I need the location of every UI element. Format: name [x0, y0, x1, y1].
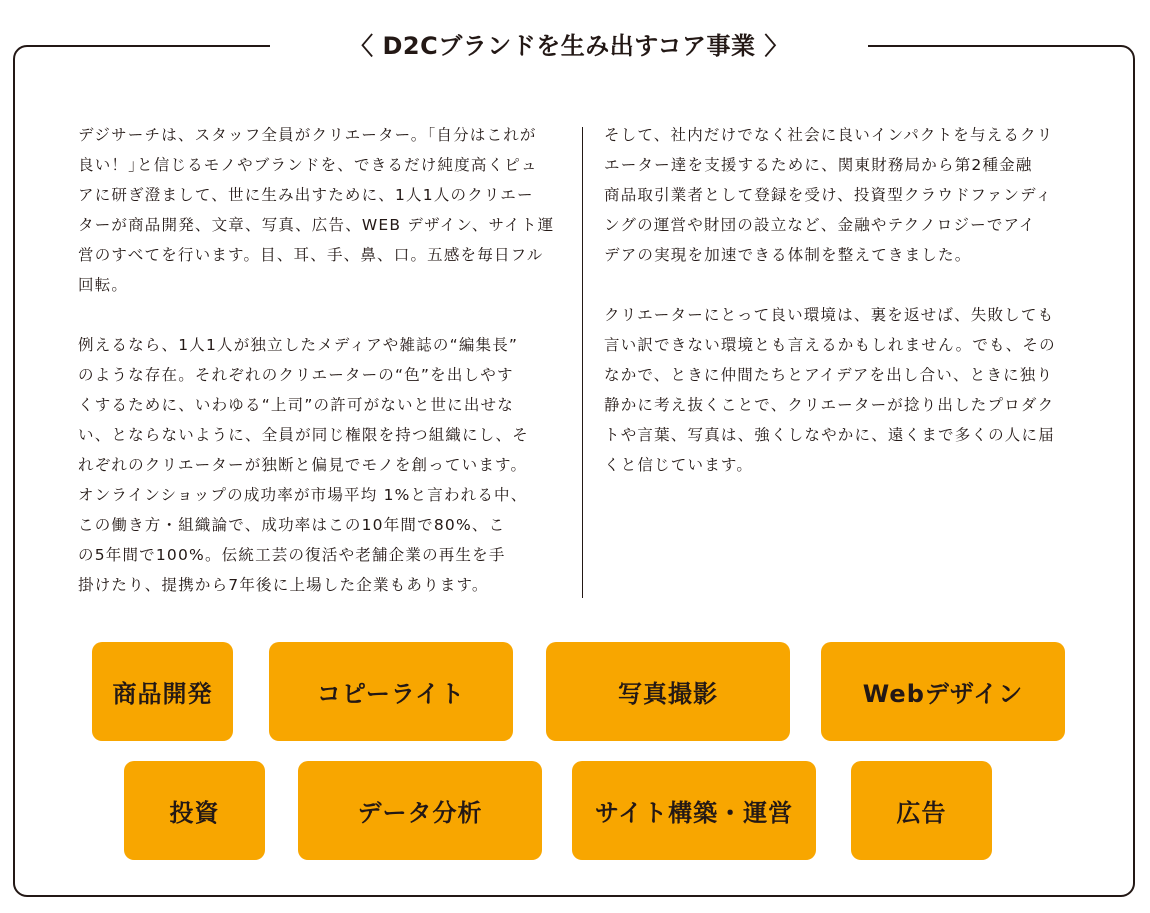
- left-paragraph-2: 例えるなら、1人1人が独立したメディアや雑誌の“編集長” のような存在。それぞれのクリエーターの“色”を出しやす くするために、いわゆる“上司”の許可がないと世に出せな い、とならないように、全員が同じ権限を持つ組織にし、そ れぞれのクリエーターが独断と偏見でモノを創っています。 オンラインショップの成功率が市場平均 1%と言われる中、 この働き方・組織論で、成功率はこの10年間で80%、こ の5年間で100%。伝統工芸の復活や老舗企業の再生を手 掛けたり、提携から7年後に上場した企業もあります。: [78, 336, 529, 594]
- tag-site-building: サイト構築・運営: [572, 761, 816, 860]
- left-text-column: [78, 120, 566, 600]
- tag-investment: 投資: [124, 761, 265, 860]
- right-paragraph-1: そして、社内だけでなく社会に良いインパクトを与えるクリ エーター達を支援するために、関東財務局から第2種金融 商品取引業者として登録を受け、投資型クラウドファンディ ングの運営や財団の設立など、金融やテクノロジーでアイ デアの実現を加速できる体制を整えてきました。: [604, 126, 1054, 264]
- tag-web-design: Webデザイン: [821, 642, 1065, 741]
- tag-copywriting: コピーライト: [269, 642, 513, 741]
- tag-photography: 写真撮影: [546, 642, 790, 741]
- left-paragraph-1: デジサーチは、スタッフ全員がクリエーター。｢自分はこれが 良い！｣と信じるモノやブランドを、できるだけ純度高くピュ アに研ぎ澄まして、世に生み出すために、1人1人のクリエー ターが商品開発、文章、写真、広告、WEB デザイン、サイト運 営のすべてを行います。目、耳、手、鼻、口。五感を毎日フル 回転。: [78, 126, 555, 294]
- section-title: 〈 D2Cブランドを生み出すコア事業 〉: [270, 26, 868, 66]
- right-paragraph-2: クリエーターにとって良い環境は、裏を返せば、失敗しても 言い訳できない環境とも言えるかもしれません。でも、その なかで、ときに仲間たちとアイデアを出し合い、ときに独り 静かに考え抜くことで、クリエーターが捻り出したプロダク トや言葉、写真は、強くしなやかに、遠くまで多くの人に届 くと信じています。: [604, 306, 1056, 474]
- right-text-column: [604, 120, 1082, 480]
- tag-product-development: 商品開発: [92, 642, 233, 741]
- column-divider: [582, 127, 583, 598]
- tag-advertising: 広告: [851, 761, 992, 860]
- tag-data-analysis: データ分析: [298, 761, 542, 860]
